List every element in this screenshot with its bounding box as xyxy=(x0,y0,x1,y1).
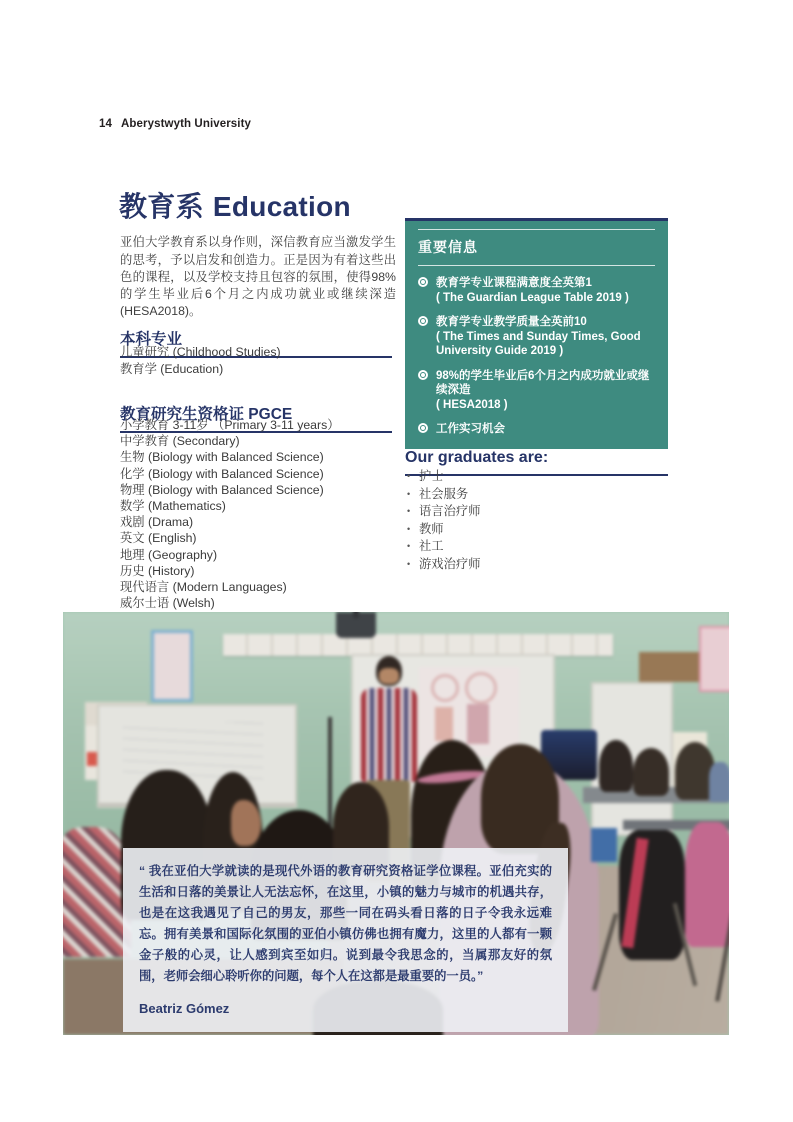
student-quote-box xyxy=(123,848,568,1032)
list-item: 戏剧 (Drama) xyxy=(120,515,194,530)
pgce-heading: 教育研究生资格证 PGCE xyxy=(120,402,392,433)
classroom-photo xyxy=(63,612,729,1035)
target-bullet-icon xyxy=(418,423,428,433)
list-item: • 语言治疗师 xyxy=(405,503,668,521)
key-info-item xyxy=(418,369,655,413)
list-item: 儿童研究 (Childhood Studies) xyxy=(120,345,281,359)
list-item: 威尔士语 (Welsh) xyxy=(120,596,215,611)
target-bullet-icon xyxy=(418,370,428,380)
list-item: 化学 (Biology with Balanced Science) xyxy=(120,466,324,481)
key-info-line: 工作实习机会 xyxy=(436,423,505,435)
list-item: 现代语言 (Modern Languages) xyxy=(120,580,287,595)
list-item: 历史 (History) xyxy=(120,563,195,578)
list-item: 地理 (Geography) xyxy=(120,547,218,562)
divider xyxy=(418,265,655,266)
undergraduate-list xyxy=(120,344,396,378)
quote-text: “ 我在亚伯大学就读的是现代外语的教育研究资格证学位课程。亚伯充实的生活和日落的美景让人无法忘怀，在这里，小镇的魅力与城市的机遇共存，也是在这我遇见了自己的男友，那些一同在码头看日落的日子令我永远难忘。拥有美景和国际化氛围的亚伯小镇仿佛也拥有魔力，这里的人都有一颗金子般的心灵，让人感到宾至如归。说到最令我思念的，当属那友好的氛围，老师会细心聆听你的问题，每个人在这都是最重要的一员。” xyxy=(139,864,552,983)
graduates-heading: Our graduates are: xyxy=(405,449,668,476)
target-bullet-icon xyxy=(418,277,428,287)
list-item: 英文 (English) xyxy=(120,531,197,546)
intro-paragraph: 亚伯大学教育系以身作则，深信教育应当激发学生的思考，予以启发和创造力。正是因为有着这些出色的课程，以及学校支持且包容的氛围，使得98%的学生毕业后6个月之内成功就业或继续深造 (HESA2018)。 xyxy=(120,235,396,319)
pgce-list xyxy=(120,417,406,611)
key-info-line: ( The Times and Sunday Times, Good University Guide 2019 ) xyxy=(436,330,641,357)
divider xyxy=(418,229,655,230)
page-title-zh: 教育系 xyxy=(119,190,204,222)
list-item: • 教师 xyxy=(405,521,668,539)
list-item: • 社会服务 xyxy=(405,486,668,504)
brand-name: Aberystwyth University xyxy=(121,118,252,130)
key-info-line: ( HESA2018 ) xyxy=(436,398,508,411)
graduates-list xyxy=(405,468,668,574)
target-bullet-icon xyxy=(418,316,428,326)
quote-attribution: Beatriz Gómez xyxy=(139,1001,230,1016)
list-item: 小学教育 3-11岁 （Primary 3-11 years） xyxy=(120,418,340,432)
key-info-line: 98%的学生毕业后6个月之内成功就业或继续深造 xyxy=(436,369,650,396)
list-item: 物理 (Biology with Balanced Science) xyxy=(120,482,324,497)
undergraduate-heading: 本科专业 xyxy=(120,327,392,358)
page-title-en: Education xyxy=(212,190,351,222)
page-number: 14 xyxy=(99,118,112,130)
list-item: 数学 (Mathematics) xyxy=(120,499,226,514)
key-info-item xyxy=(418,315,655,359)
key-info-heading: 重要信息 xyxy=(418,239,478,255)
key-info-item xyxy=(418,276,655,305)
list-item: 生物 (Biology with Balanced Science) xyxy=(120,450,324,465)
list-item: • 护士 xyxy=(405,468,668,486)
key-info-item xyxy=(418,422,655,437)
list-item: 中学教育 (Secondary) xyxy=(120,434,240,449)
list-item: 教育学 (Education) xyxy=(120,362,224,376)
key-info-line: 教育学专业教学质量全英前10 xyxy=(436,316,587,328)
page-header xyxy=(99,118,251,130)
key-info-line: ( The Guardian League Table 2019 ) xyxy=(436,291,629,304)
page-title xyxy=(119,185,351,225)
list-item: • 游戏治疗师 xyxy=(405,556,668,574)
key-info-box xyxy=(405,218,668,449)
key-info-line: 教育学专业课程满意度全英第1 xyxy=(436,277,592,289)
list-item: • 社工 xyxy=(405,538,668,556)
